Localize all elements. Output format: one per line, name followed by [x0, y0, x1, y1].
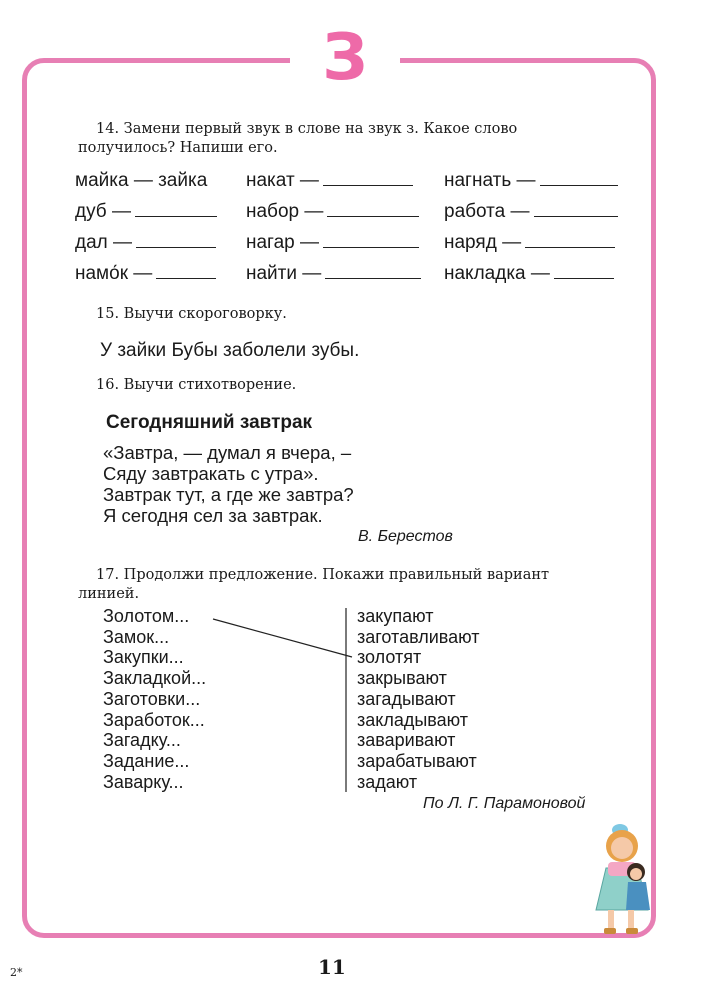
- task-14-instruction: 14. Замени первый звук в слове на звук з. Какое слово получилось? Напиши его.: [78, 121, 518, 156]
- section-letter: З: [322, 21, 368, 95]
- word-3-2[interactable]: нагар —: [246, 232, 419, 254]
- sentence-end[interactable]: закладывают: [357, 709, 469, 730]
- word-3-1[interactable]: дал —: [75, 232, 216, 254]
- sentence-end[interactable]: загадывают: [357, 688, 456, 709]
- sentence-end[interactable]: заготавливают: [357, 626, 480, 647]
- word-3-3[interactable]: наряд —: [444, 232, 615, 254]
- poem-author: В. Берестов: [358, 528, 453, 545]
- tongue-twister: У зайки Бубы заболели зубы.: [100, 340, 360, 361]
- girl-with-doll-illustration: [586, 820, 670, 942]
- page-number: 11: [318, 955, 346, 979]
- sentence-start[interactable]: Закупки...: [103, 647, 184, 668]
- task-16-instruction: 16. Выучи стихотворение.: [96, 377, 297, 393]
- word-1-3[interactable]: нагнать —: [444, 170, 618, 192]
- sentence-start[interactable]: Заготовки...: [103, 688, 201, 709]
- word-2-3[interactable]: работа —: [444, 201, 618, 223]
- poem-line: Завтрак тут, а где же завтра?: [103, 484, 354, 505]
- sentence-start[interactable]: Золотом...: [103, 606, 190, 626]
- sentence-end[interactable]: закупают: [357, 606, 434, 626]
- sentence-start[interactable]: Загадку...: [103, 730, 181, 751]
- sentence-start[interactable]: Заварку...: [103, 771, 184, 792]
- poem-line: Я сегодня сел за завтрак.: [103, 505, 323, 526]
- poem-title: Сегодняшний завтрак: [106, 412, 313, 433]
- sentence-end[interactable]: заваривают: [357, 730, 456, 751]
- match-line[interactable]: [213, 619, 352, 657]
- sentence-end[interactable]: золотят: [357, 647, 422, 668]
- word-4-1[interactable]: намо́к —: [75, 263, 216, 285]
- signature-mark: 2*: [10, 966, 23, 979]
- poem-line: Сяду завтракать с утра».: [103, 463, 319, 484]
- sentence-end[interactable]: задают: [357, 771, 418, 792]
- task-15-instruction: 15. Выучи скороговорку.: [96, 306, 287, 322]
- poem-line: «Завтра, — думал я вчера, –: [103, 442, 352, 463]
- sentence-start[interactable]: Заработок...: [103, 709, 205, 730]
- word-1-2[interactable]: накат —: [246, 170, 413, 192]
- word-4-2[interactable]: найти —: [246, 263, 421, 285]
- sentence-end[interactable]: зарабатывают: [357, 750, 477, 771]
- sentence-start[interactable]: Замок...: [103, 626, 170, 647]
- sentence-start[interactable]: Закладкой...: [103, 668, 207, 689]
- word-4-3[interactable]: накладка —: [444, 263, 614, 285]
- right-column: [357, 606, 480, 792]
- exercise-source: По Л. Г. Парамоновой: [423, 795, 586, 812]
- sentence-end[interactable]: закрывают: [357, 668, 447, 689]
- word-2-1[interactable]: дуб —: [75, 201, 217, 223]
- sentence-start[interactable]: Задание...: [103, 750, 190, 771]
- word-2-2[interactable]: набор —: [246, 201, 419, 223]
- word-1-1: майка — зайка: [75, 170, 208, 191]
- task-17-instruction: 17. Продолжи предложение. Покажи правильный вариант линией.: [78, 567, 550, 602]
